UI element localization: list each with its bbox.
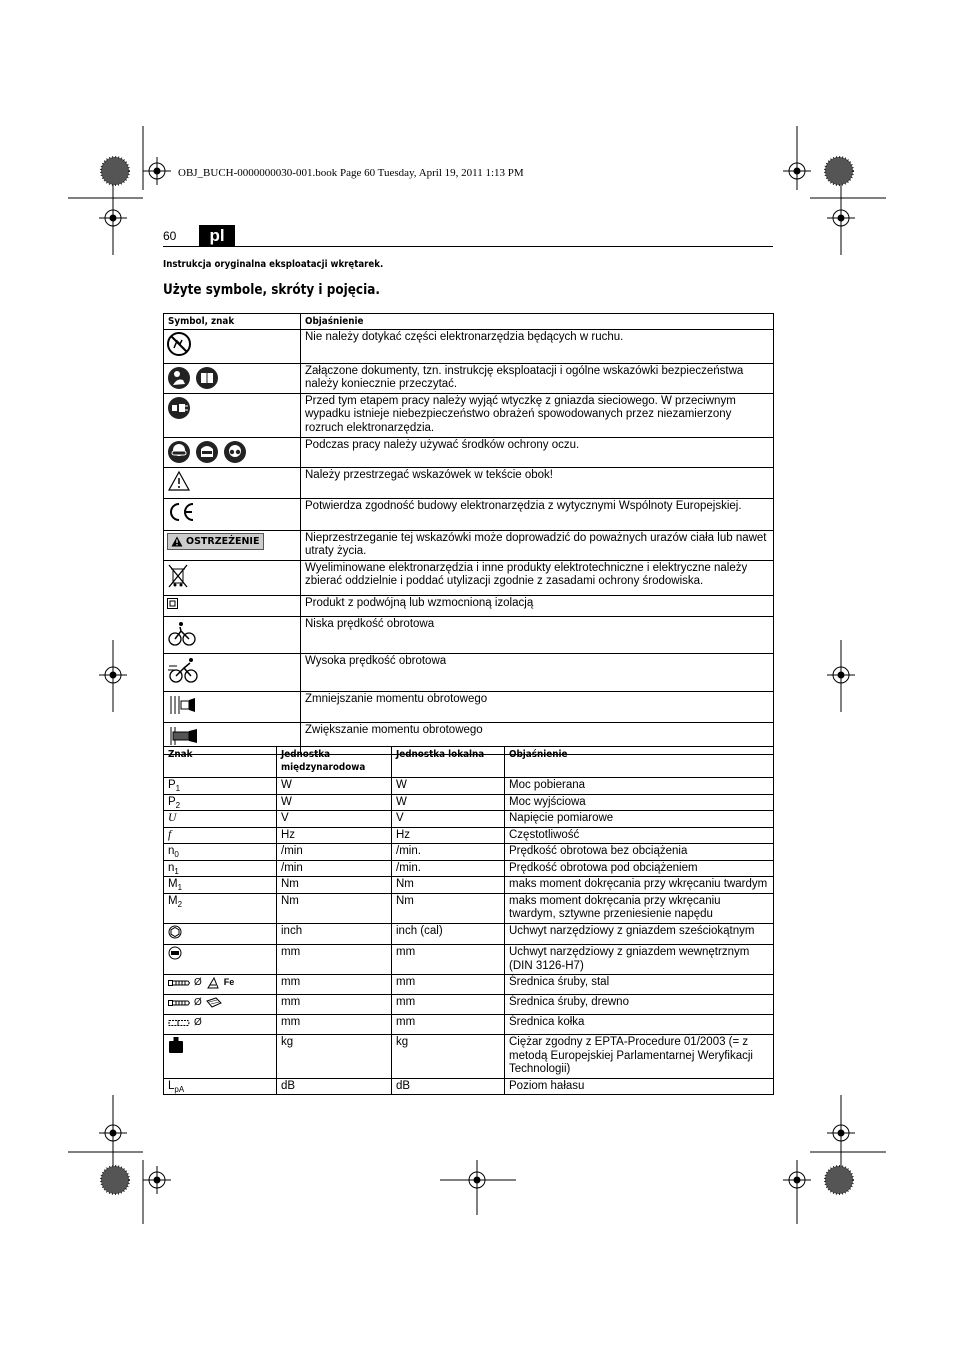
table-row <box>164 975 774 995</box>
warning-label-text: OSTRZEŻENIE <box>186 535 260 547</box>
sign-cell <box>164 1035 277 1079</box>
table-row <box>164 330 774 364</box>
table-row <box>164 811 774 828</box>
intl-unit-cell: mm <box>277 1015 392 1035</box>
local-unit-cell: Nm <box>392 877 505 894</box>
column-header-sign: Znak <box>164 747 277 778</box>
read-manual-icon <box>167 366 191 390</box>
unplug-icon <box>167 396 191 420</box>
sign-cell: $P_2$ <box>164 794 277 811</box>
explanation-cell: Przed tym etapem pracy należy wyjąć wtyczkę z gniazda sieciowego. W przeciwnym wypadku istnieje niebezpieczeństwo obrażeń spowodowanych przez niezamierzony rozruch elektronarzędzia. <box>301 393 774 437</box>
explanation-cell: Należy przestrzegać wskazówek w tekście obok! <box>301 467 774 499</box>
eye-protection-icon <box>223 440 247 464</box>
table-row <box>164 363 774 393</box>
table-row <box>164 794 774 811</box>
column-header-symbol: Symbol, znak <box>164 314 301 330</box>
local-unit-cell: mm <box>392 995 505 1015</box>
table-row <box>164 560 774 596</box>
header-rule <box>163 246 773 247</box>
table-row <box>164 393 774 437</box>
intl-unit-cell: mm <box>277 945 392 975</box>
table-row <box>164 530 774 560</box>
document-subtitle: Instrukcja oryginalna eksploatacji wkrętarek. <box>163 259 384 270</box>
intl-unit-cell: /min <box>277 860 392 877</box>
table-row <box>164 778 774 795</box>
local-unit-cell: Nm <box>392 893 505 923</box>
no-touch-moving-parts-icon <box>167 332 191 356</box>
explanation-cell: Produkt z podwójną lub wzmocnioną izolacją <box>301 596 774 617</box>
symbol-cell <box>164 437 301 467</box>
table-row <box>164 437 774 467</box>
warning-label <box>167 533 264 551</box>
explanation-cell: Podczas pracy należy używać środków ochrony oczu. <box>301 437 774 467</box>
table-header-row <box>164 747 774 778</box>
section-title: Użyte symbole, skróty i pojęcia. <box>163 282 380 298</box>
explanation-cell: Załączone dokumenty, tzn. instrukcję eksploatacji i ogólne wskazówki bezpieczeństwa należy koniecznie przeczytać. <box>301 363 774 393</box>
sign-cell <box>164 1015 277 1035</box>
explanation-cell: Nieprzestrzeganie tej wskazówki może doprowadzić do poważnych urazów ciała lub nawet utraty życia. <box>301 530 774 560</box>
explanation-cell: Moc wyjściowa <box>505 794 774 811</box>
column-header-intl-unit: Jednostka międzynarodowa <box>277 747 392 778</box>
local-unit-cell: V <box>392 811 505 828</box>
high-speed-icon <box>167 656 201 684</box>
screw-steel-diameter-icon <box>168 979 190 987</box>
material-code: Fe <box>223 977 235 988</box>
sign-cell: $M_1$ <box>164 877 277 894</box>
sign-cell: $P_1$ <box>164 778 277 795</box>
table-row <box>164 654 774 692</box>
symbol-cell <box>164 499 301 531</box>
column-header-local-unit: Jednostka lokalna <box>392 747 505 778</box>
table-row <box>164 995 774 1015</box>
diameter-symbol: Ø <box>194 977 202 989</box>
local-unit-cell: W <box>392 778 505 795</box>
explanation-cell: Wyeliminowane elektronarzędzia i inne produkty elektrotechniczne i elektryczne należy zbierać oddzielnie i poddać utylizacji zgodnie z zasadami ochrony środowiska. <box>301 560 774 596</box>
symbol-cell <box>164 654 301 692</box>
explanation-cell: Moc pobierana <box>505 778 774 795</box>
sign-cell: $M_2$ <box>164 893 277 923</box>
column-header-explanation: Objaśnienie <box>505 747 774 778</box>
explanation-cell: Wysoka prędkość obrotowa <box>301 654 774 692</box>
units-table <box>163 746 774 1095</box>
table-row <box>164 877 774 894</box>
explanation-cell: Uchwyt narzędziowy z gniazdem sześciokątnym <box>505 923 774 945</box>
square-chuck-icon <box>168 946 182 960</box>
weight-icon <box>168 1036 184 1054</box>
language-tab: pl <box>199 225 235 246</box>
symbol-cell <box>164 467 301 499</box>
print-slug: OBJ_BUCH-0000000030-001.book Page 60 Tuesday, April 19, 2011 1:13 PM <box>178 167 524 179</box>
intl-unit-cell: W <box>277 794 392 811</box>
sign-cell: $n_0$ <box>164 844 277 861</box>
intl-unit-cell: inch <box>277 923 392 945</box>
table-header-row <box>164 314 774 330</box>
table-row <box>164 827 774 844</box>
table-row <box>164 945 774 975</box>
weee-bin-icon <box>167 563 189 589</box>
torque-decrease-icon <box>167 694 197 716</box>
intl-unit-cell: Nm <box>277 893 392 923</box>
symbol-cell <box>164 560 301 596</box>
local-unit-cell: /min. <box>392 860 505 877</box>
local-unit-cell: dB <box>392 1078 505 1095</box>
symbol-cell <box>164 691 301 723</box>
explanation-cell: Poziom hałasu <box>505 1078 774 1095</box>
diameter-symbol: Ø <box>194 1017 202 1028</box>
explanation-cell: Potwierdza zgodność budowy elektronarzędzia z wytycznymi Wspólnoty Europejskiej. <box>301 499 774 531</box>
explanation-cell: Napięcie pomiarowe <box>505 811 774 828</box>
local-unit-cell: Hz <box>392 827 505 844</box>
table-row <box>164 1015 774 1035</box>
ce-mark-icon <box>167 501 195 523</box>
intl-unit-cell: Nm <box>277 877 392 894</box>
intl-unit-cell: /min <box>277 844 392 861</box>
table-row <box>164 691 774 723</box>
hex-chuck-icon <box>168 925 182 939</box>
dowel-diameter-icon <box>168 1019 190 1027</box>
intl-unit-cell: mm <box>277 995 392 1015</box>
intl-unit-cell: Hz <box>277 827 392 844</box>
intl-unit-cell: mm <box>277 975 392 995</box>
sign-cell <box>164 975 277 995</box>
table-row <box>164 893 774 923</box>
torque-increase-icon <box>167 725 199 747</box>
explanation-cell: Prędkość obrotowa bez obciążenia <box>505 844 774 861</box>
local-unit-cell: inch (cal) <box>392 923 505 945</box>
symbol-cell <box>164 616 301 654</box>
local-unit-cell: /min. <box>392 844 505 861</box>
local-unit-cell: mm <box>392 975 505 995</box>
sign-cell: $L_{pA}$ <box>164 1078 277 1095</box>
explanation-cell: Średnica śruby, stal <box>505 975 774 995</box>
explanation-cell: Uchwyt narzędziowy z gniazdem wewnętrznym (DIN 3126-H7) <box>505 945 774 975</box>
intl-unit-cell: dB <box>277 1078 392 1095</box>
safety-goggles-icon <box>167 440 191 464</box>
intl-unit-cell: W <box>277 778 392 795</box>
table-row <box>164 467 774 499</box>
face-shield-icon <box>195 440 219 464</box>
steel-material-icon <box>206 976 220 990</box>
wood-material-icon <box>206 997 222 1009</box>
diameter-symbol: Ø <box>194 997 202 1008</box>
sign-cell: $n_1$ <box>164 860 277 877</box>
local-unit-cell: mm <box>392 945 505 975</box>
explanation-cell: maks moment dokręcania przy wkręcaniu twardym <box>505 877 774 894</box>
explanation-cell: Ciężar zgodny z EPTA-Procedure 01/2003 (= z metodą Europejskiej Parlamentarnej Weryfikacji Technologii) <box>505 1035 774 1079</box>
slow-speed-icon <box>167 619 197 647</box>
column-header-explanation: Objaśnienie <box>301 314 774 330</box>
explanation-cell: Częstotliwość <box>505 827 774 844</box>
sign-cell: U <box>164 811 277 828</box>
sign-cell <box>164 945 277 975</box>
explanation-cell: Nie należy dotykać części elektronarzędzia będących w ruchu. <box>301 330 774 364</box>
table-row <box>164 844 774 861</box>
explanation-cell: Zmniejszanie momentu obrotowego <box>301 691 774 723</box>
intl-unit-cell: kg <box>277 1035 392 1079</box>
manual-book-icon <box>195 366 219 390</box>
screw-wood-diameter-icon <box>168 999 190 1007</box>
table-row <box>164 1035 774 1079</box>
intl-unit-cell: V <box>277 811 392 828</box>
sign-cell <box>164 923 277 945</box>
symbol-cell <box>164 363 301 393</box>
table-row <box>164 616 774 654</box>
table-row <box>164 499 774 531</box>
sign-cell <box>164 995 277 1015</box>
table-row <box>164 860 774 877</box>
local-unit-cell: kg <box>392 1035 505 1079</box>
table-row <box>164 923 774 945</box>
symbol-cell <box>164 393 301 437</box>
explanation-cell: Prędkość obrotowa pod obciążeniem <box>505 860 774 877</box>
explanation-cell: Zwiększanie momentu obrotowego <box>301 723 774 755</box>
symbol-cell <box>164 530 301 560</box>
symbol-cell <box>164 596 301 617</box>
explanation-cell: Średnica śruby, drewno <box>505 995 774 1015</box>
symbols-table <box>163 313 774 755</box>
double-insulation-icon <box>167 598 178 609</box>
explanation-cell: Średnica kołka <box>505 1015 774 1035</box>
sign-cell: f <box>164 827 277 844</box>
symbol-cell <box>164 330 301 364</box>
explanation-cell: maks moment dokręcania przy wkręcaniu twardym, sztywne przeniesienie napędu <box>505 893 774 923</box>
explanation-cell: Niska prędkość obrotowa <box>301 616 774 654</box>
warning-triangle-icon <box>171 536 183 547</box>
warning-triangle-icon <box>167 470 191 492</box>
table-row <box>164 596 774 617</box>
local-unit-cell: W <box>392 794 505 811</box>
page-number: 60 <box>163 229 177 243</box>
table-row <box>164 1078 774 1095</box>
local-unit-cell: mm <box>392 1015 505 1035</box>
